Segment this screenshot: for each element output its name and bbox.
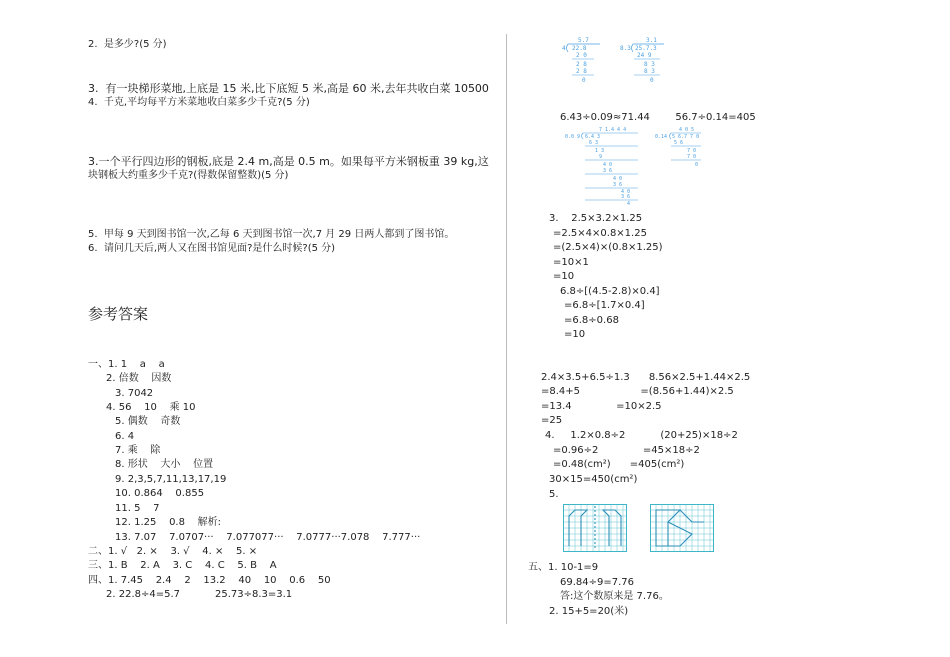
division-2-divisor: 8.3 xyxy=(620,45,631,52)
answer-1-1: 一、1. 1 a a xyxy=(88,359,165,370)
answer-1-3: 3. 7042 xyxy=(115,388,154,399)
calc-3-2-line-3: =6.8÷0.68 xyxy=(564,315,619,326)
division-4-quotient: 4 0 5 xyxy=(679,127,695,133)
calc-3-1-line-3: =(2.5×4)×(0.8×1.25) xyxy=(553,242,663,253)
division-3-quotient: 7 1.4 4 4 xyxy=(599,127,627,133)
question-6-text: 6. 请问几天后,两人又在图书馆见面?是什么时候?(5 分) xyxy=(88,243,336,254)
division-1-divisor: 4 xyxy=(562,45,566,52)
question-2-continued: 2. 是多少?(5 分) xyxy=(88,39,167,50)
answer-section-3: 三、1. B 2. A 3. C 4. C 5. B A xyxy=(88,560,277,571)
calc-mixed-line-4: =25 xyxy=(541,415,563,426)
answer-1-4: 4. 56 10 乘 10 xyxy=(106,402,196,413)
answer-1-10: 10. 0.864 0.855 xyxy=(115,488,205,499)
division-2-quotient: 3.1 xyxy=(646,37,657,44)
calc-3-1-line-1: 3. 2.5×3.2×1.25 xyxy=(549,213,643,224)
answer-1-12: 12. 1.25 0.8 解析: xyxy=(115,517,222,528)
area-calc-line-3: =0.48(cm²) =405(cm²) xyxy=(553,459,685,470)
long-division-22-8-by-4 xyxy=(560,36,604,86)
column-divider xyxy=(506,34,507,624)
long-division-25-73-by-8-3 xyxy=(620,36,668,86)
calc-3-1-line-4: =10×1 xyxy=(553,257,589,268)
division-3-step-9: 3 6 xyxy=(621,194,631,200)
long-division-6-43-by-0-09 xyxy=(563,126,643,206)
answer-1-6: 6. 4 xyxy=(115,431,135,442)
area-calc-line-4: 30×15=450(cm²) xyxy=(549,474,638,485)
question-3-parallelogram-line2: 块钢板大约重多少千克?(得数保留整数)(5 分) xyxy=(88,170,289,181)
section-five-line-3: 答:这个数原来是 7.76。 xyxy=(560,591,669,602)
division-3-step-8: 4 0 xyxy=(621,189,631,195)
answer-1-9: 9. 2,3,5,7,11,13,17,19 xyxy=(115,474,227,485)
calc-mixed-line-3: =13.4 =10×2.5 xyxy=(541,401,662,412)
division-3-step-3: 9 xyxy=(599,154,603,160)
division-3-step-7: 3 6 xyxy=(613,182,623,188)
answer-1-7: 7. 乘 除 xyxy=(115,445,161,456)
division-3-dividend: 6.4 3 xyxy=(585,134,601,140)
section-five-line-1: 五、1. 10-1=9 xyxy=(528,562,599,573)
division-3-divisor: 0.0 9 xyxy=(565,134,581,140)
division-4-step-2: 7 0 xyxy=(687,148,697,154)
grid-figure-2 xyxy=(650,504,714,552)
calc-3-2-line-1: 6.8÷[(4.5-2.8)×0.4] xyxy=(560,286,660,297)
calc-3-2-line-4: =10 xyxy=(564,329,586,340)
calc-3-1-line-5: =10 xyxy=(553,271,575,282)
question-5-text: 5. 甲每 9 天到图书馆一次,乙每 6 天到图书馆一次,7 月 29 日两人都到了图书馆。 xyxy=(88,229,455,240)
division-1-quotient: 5.7 xyxy=(578,37,589,44)
answer-1-2: 2. 倍数 因数 xyxy=(106,373,172,384)
calc-mixed-line-2: =8.4+5 =(8.56+1.44)×2.5 xyxy=(541,386,734,397)
grid-figure-1 xyxy=(563,504,627,552)
answer-1-13: 13. 7.07 7.0707··· 7.077077··· 7.0777···7.078 7.777··· xyxy=(115,532,421,543)
question-3-trapezoid: 3. 有一块梯形菜地,上底是 15 米,比下底短 5 米,高是 60 米,去年共收白菜 10500 xyxy=(88,82,489,95)
division-4-remainder: 0 xyxy=(695,162,699,168)
division-4-step-1: 5 6 xyxy=(674,140,684,146)
question-4-text: 4. 千克,平均每平方米菜地收白菜多少千克?(5 分) xyxy=(88,97,310,108)
calc-mixed-line-1: 2.4×3.5+6.5÷1.3 8.56×2.5+1.44×2.5 xyxy=(541,372,751,383)
answer-section-4-1: 四、1. 7.45 2.4 2 13.2 40 10 0.6 50 xyxy=(88,575,331,586)
division-1-step-1: 2 0 xyxy=(576,52,587,59)
division-4-step-3: 7 0 xyxy=(687,154,697,160)
section-five-line-2: 69.84÷9=7.76 xyxy=(560,577,635,588)
calc-3-2-line-2: =6.8÷[1.7×0.4] xyxy=(564,300,645,311)
division-3-step-1: 6 3 xyxy=(589,140,599,146)
division-3-step-2: 1 3 xyxy=(595,148,605,154)
division-results-line: 6.43÷0.09≈71.44 56.7÷0.14=405 xyxy=(560,112,756,123)
division-3-step-6: 4 0 xyxy=(613,176,623,182)
division-2-dividend: 25.7.3 xyxy=(635,45,657,52)
area-calc-line-2: =0.96÷2 =45×18÷2 xyxy=(553,445,700,456)
area-calc-line-1: 4. 1.2×0.8÷2 (20+25)×18÷2 xyxy=(545,430,738,441)
division-1-dividend: 22.8 xyxy=(572,45,587,52)
division-1-step-3: 2 8 xyxy=(576,68,587,75)
answer-1-11: 11. 5 7 xyxy=(115,503,160,514)
division-4-dividend: 5 6.7 7 0 xyxy=(672,134,700,140)
division-3-step-5: 3 6 xyxy=(603,168,613,174)
division-3-step-4: 4 0 xyxy=(603,162,613,168)
section-five-line-4: 2. 15+5=20(米) xyxy=(549,606,629,617)
answer-section-2: 二、1. √ 2. × 3. √ 4. × 5. × xyxy=(88,546,258,557)
answer-section-title: 参考答案 xyxy=(88,305,149,323)
division-2-step-3: 8 3 xyxy=(644,68,655,75)
answer-1-8: 8. 形状 大小 位置 xyxy=(115,459,214,470)
section-5-label: 5. xyxy=(549,489,559,500)
division-2-remainder: 0 xyxy=(650,77,654,84)
division-1-remainder: 0 xyxy=(582,77,586,84)
question-3-parallelogram-line1: 3.一个平行四边形的钢板,底是 2.4 m,高是 0.5 m。如果每平方米钢板重 39 kg,这 xyxy=(88,155,489,168)
answer-section-4-2: 2. 22.8÷4=5.7 25.73÷8.3=3.1 xyxy=(106,589,293,600)
division-2-step-2: 8 3 xyxy=(644,61,655,68)
long-division-56-7-by-0-14 xyxy=(655,126,705,168)
division-2-step-1: 24 9 xyxy=(637,52,652,59)
division-1-step-2: 2 8 xyxy=(576,61,587,68)
division-4-divisor: 0.14 xyxy=(655,134,668,140)
answer-1-5: 5. 偶数 奇数 xyxy=(115,416,181,427)
calc-3-1-line-2: =2.5×4×0.8×1.25 xyxy=(553,228,647,239)
division-3-remainder: 4 xyxy=(627,201,631,206)
